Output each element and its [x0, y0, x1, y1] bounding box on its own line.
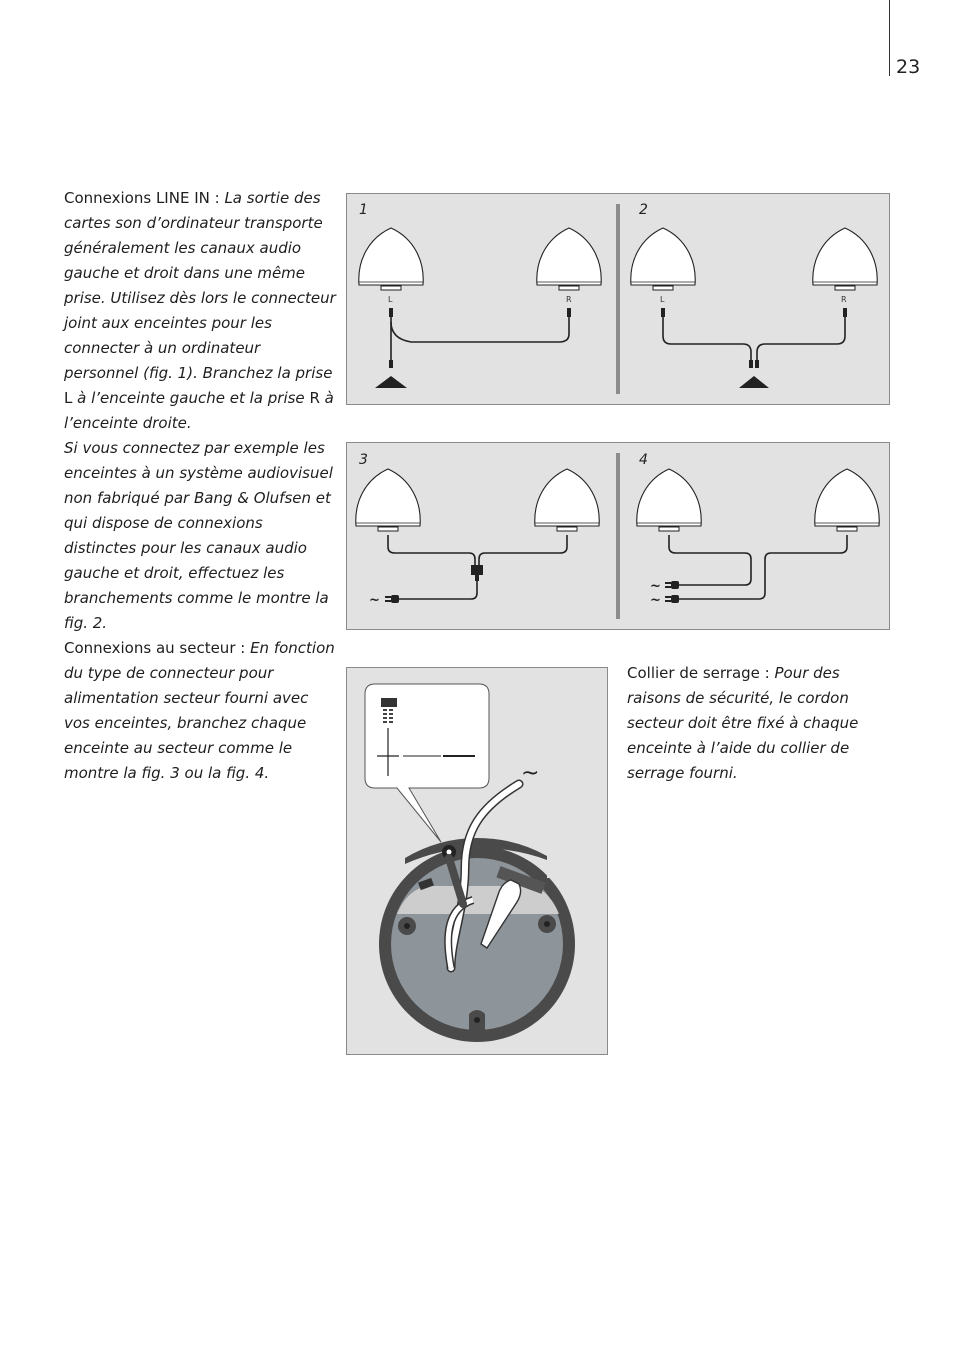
fig4-mains-symbol-1: ~	[650, 579, 661, 594]
section-line-in-body-2: à l’enceinte gauche et la prise	[72, 389, 310, 407]
fig3-number: 3	[359, 452, 368, 468]
section-mains-heading: Connexions au secteur :	[64, 639, 251, 657]
fig1-cables	[391, 314, 569, 366]
fig4-number: 4	[639, 452, 648, 468]
figure-cable-clamp	[346, 667, 608, 1055]
section-line-in-body-3: à l’enceinte droite.	[64, 389, 334, 432]
section-line-in-heading: Connexions LINE IN :	[64, 189, 225, 207]
section-mains-body: En fonction du type de connecteur pour alimentation secteur fourni avec vos enceintes, branchez chaque enceinte au secteur comme le montre la fig. 3 ou la fig. 4.	[64, 639, 335, 782]
page-number-rule	[889, 0, 890, 76]
figure-mains-svg	[347, 443, 889, 629]
section-other-system-body: Si vous connectez par exemple les enceintes à un système audiovisuel non fabriqué par Bang & Olufsen et qui dispose de connexions distinctes pour les canaux audio gauche et droit, effectuez les branchements comme le montre la fig. 2.	[64, 439, 333, 632]
section-other-system	[64, 436, 336, 636]
fig3-mains-symbol: ~	[369, 593, 380, 608]
figure-cable-clamp-svg	[347, 668, 607, 1054]
speaker-base	[379, 818, 575, 1042]
fig4-plugs	[665, 581, 679, 603]
fig1-right-label: R	[566, 295, 572, 304]
fig4-mains-symbol-2: ~	[650, 593, 661, 608]
fig1-number: 1	[359, 202, 368, 218]
section-line-in	[64, 186, 336, 436]
section-line-in-body-1: La sortie des cartes son d’ordinateur transporte généralement les canaux audio gauche et droit dans une même prise. Utilisez dès lors le connecteur joint aux enceintes pour les connecter à un ordinateur personnel (fig. 1). Branchez la prise	[64, 189, 336, 382]
plug-label-r: R	[309, 389, 320, 407]
fig2-left-label: L	[660, 295, 665, 304]
figure-divider-2	[616, 453, 620, 619]
fig2-cables	[663, 314, 845, 366]
section-mains	[64, 636, 336, 786]
figure-line-in-connections	[346, 193, 890, 405]
fig2-right-label: R	[841, 295, 847, 304]
fig1-left-speaker	[359, 228, 423, 290]
fig1-right-speaker	[537, 228, 601, 290]
section-clamp-body: Pour des raisons de sécurité, le cordon secteur doit être fixé à chaque enceinte à l’aide du collier de serrage fourni.	[627, 664, 859, 782]
fig2-number: 2	[639, 202, 648, 218]
fig2-plugs	[661, 308, 847, 388]
fig3-plugs	[385, 565, 483, 603]
fig2-left-speaker	[631, 228, 695, 290]
fig1-left-label: L	[388, 295, 393, 304]
fig3-left-speaker	[356, 469, 420, 531]
fig4-cables	[669, 535, 847, 599]
plug-label-l: L	[64, 389, 73, 407]
figure-line-in-svg	[347, 194, 889, 404]
section-clamp-heading: Collier de serrage :	[627, 664, 775, 682]
section-clamp	[627, 661, 877, 786]
fig4-right-speaker	[815, 469, 879, 531]
fig5-mains-symbol: ~	[521, 761, 540, 786]
fig4-left-speaker	[637, 469, 701, 531]
figure-mains-connections	[346, 442, 890, 630]
fig2-right-speaker	[813, 228, 877, 290]
page-number: 23	[896, 56, 921, 78]
fig1-plugs	[375, 308, 571, 388]
figure-divider	[616, 204, 620, 394]
fig3-right-speaker	[535, 469, 599, 531]
